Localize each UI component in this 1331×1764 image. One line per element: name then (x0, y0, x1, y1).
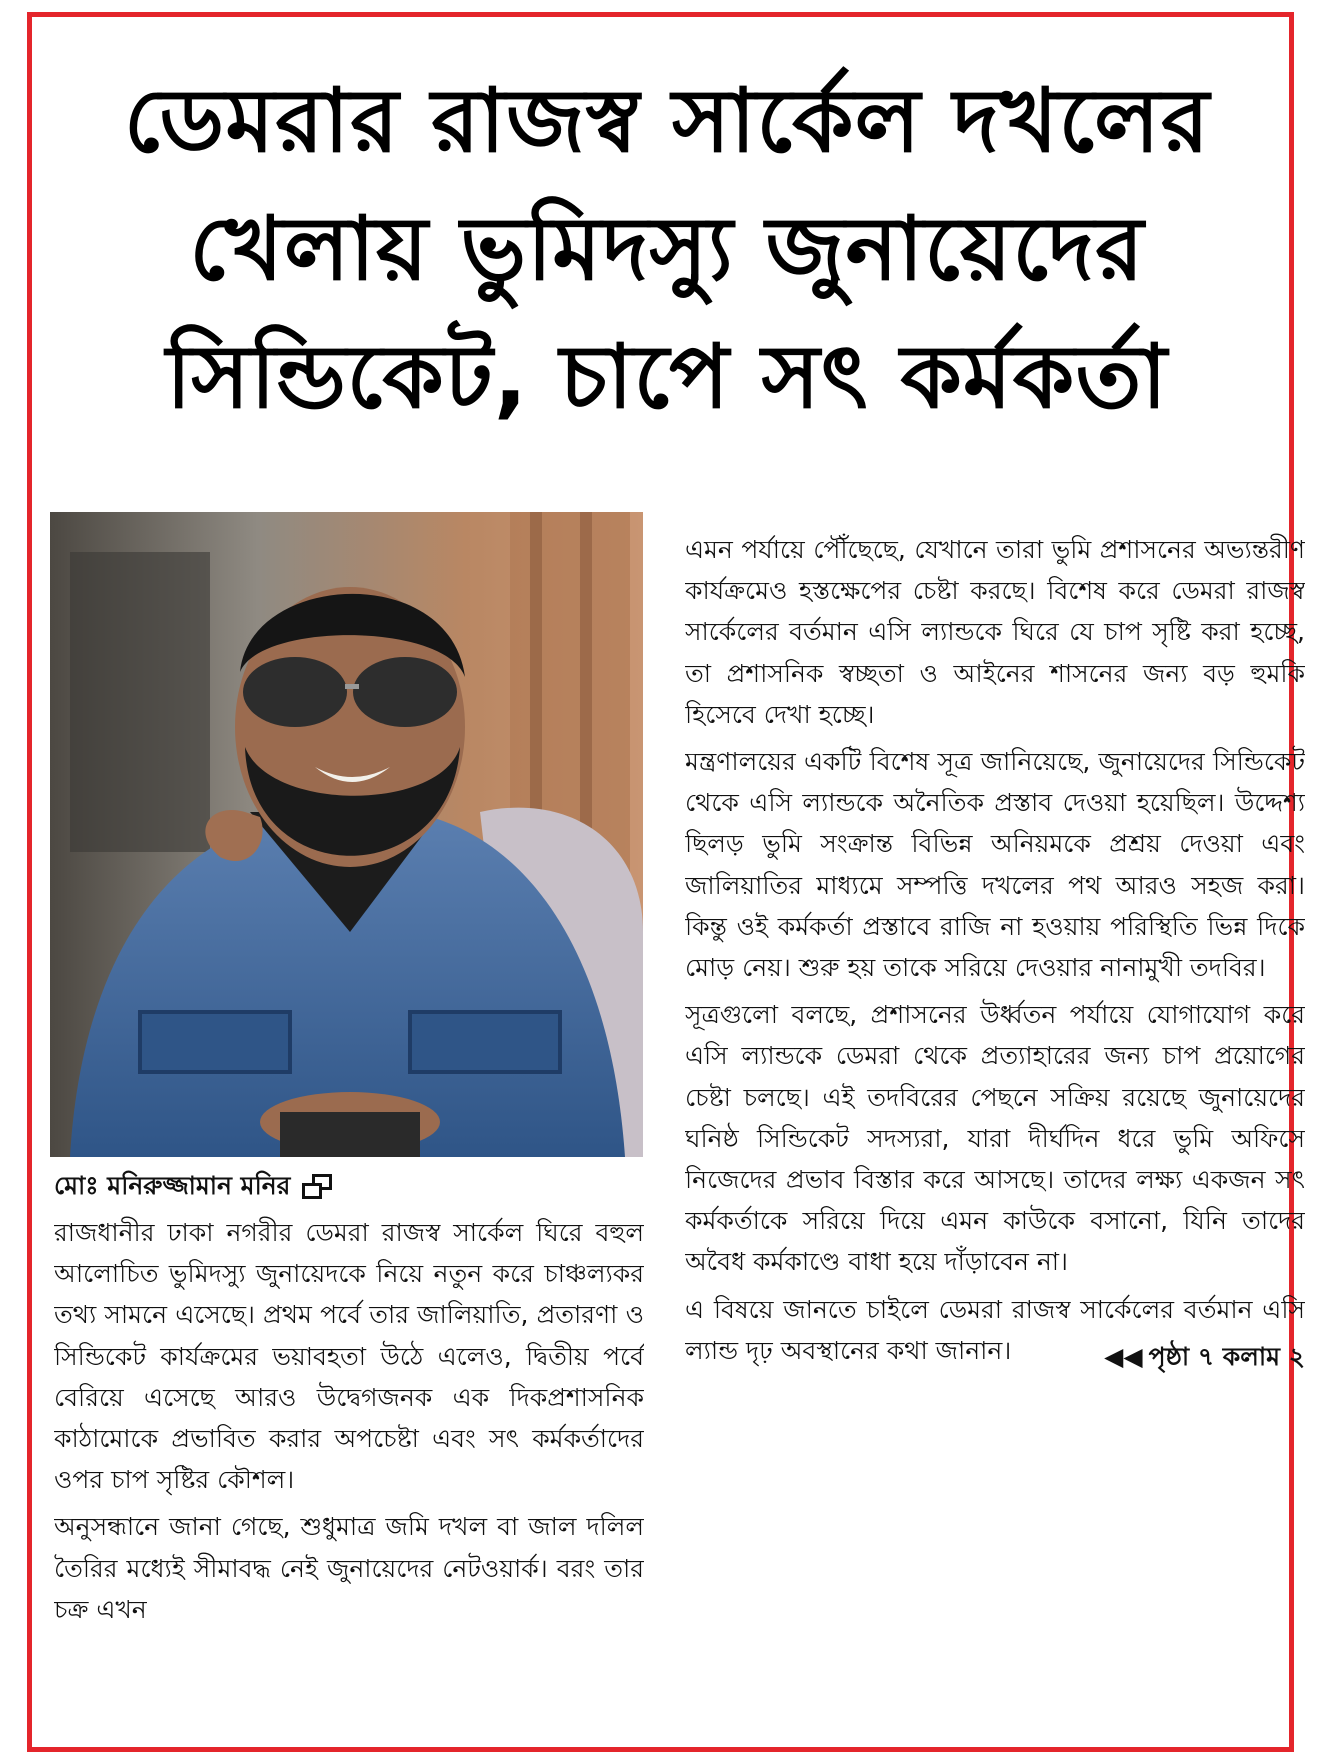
left-column (54, 1212, 644, 1732)
continuation-label: পৃষ্ঠা ৭ কলাম ২ (1148, 1342, 1305, 1372)
headline-line-3: সিন্ডিকেট, চাপে সৎ কর্মকর্তা (166, 325, 1168, 428)
paragraph: মন্ত্রণালয়ের একটি বিশেষ সূত্র জানিয়েছে, জুনায়েদের সিন্ডিকেট থেকে এসি ল্যান্ডকে অনৈতিক প্রস্তাব দেওয়া হয়েছিল। উদ্দেশ্য ছিলড় ভুমি সংক্রান্ত বিভিন্ন অনিয়মকে প্রশ্রয় দেওয়া এবং জালিয়াতির মাধ্যমে সম্পত্তি দখলের পথ আরও সহজ করা। কিন্তু ওই কর্মকর্তা প্রস্তাবে রাজি না হওয়ায় পরিস্থিতি ভিন্ন দিকে মোড় নেয়। শুরু হয় তাকে সরিয়ে দেওয়ার নানামুখী তদবির। (685, 747, 1305, 983)
paragraph: এমন পর্যায়ে পৌঁছেছে, যেখানে তারা ভুমি প্রশাসনের অভ্যন্তরীণ কার্যক্রমেও হস্তক্ষেপের চেষ্টা করছে। বিশেষ করে ডেমরা রাজস্ব সার্কেলের বর্তমান এসি ল্যান্ডকে ঘিরে যে চাপ সৃষ্টি করা হচ্ছে, তা প্রশাসনিক স্বচ্ছতা ও আইনের শাসনের জন্য বড় হুমকি হিসেবে দেখা হচ্ছে। (685, 535, 1305, 729)
paragraph: সূত্রগুলো বলছে, প্রশাসনের উর্ধ্বতন পর্যায়ে যোগাযোগ করে এসি ল্যান্ডকে ডেমরা থেকে প্রত্যাহারের জন্য চাপ প্রয়োগের চেষ্টা চলছে। এই তদবিরের পেছনে সক্রিয় রয়েছে জুনায়েদের ঘনিষ্ঠ সিন্ডিকেট সদস্যরা, যারা দীর্ঘদিন ধরে ভুমি অফিসে নিজেদের প্রভাব বিস্তার করে আসছে। তাদের লক্ষ্য একজন সৎ কর্মকর্তাকে সরিয়ে দিয়ে এমন কাউকে বসানো, যিনি তাদের অবৈধ কর্মকাণ্ডে বাধা হয়ে দাঁড়াবেন না। (685, 1000, 1305, 1277)
portrait-illustration (50, 512, 643, 1157)
right-column (685, 529, 1305, 1739)
headline (72, 57, 1262, 441)
external-link-icon[interactable] (302, 1174, 332, 1200)
headline-line-1: ডেমরার রাজস্ব সার্কেল দখলের (123, 69, 1211, 172)
article-frame (27, 12, 1305, 1752)
paragraph: অনুসন্ধানে জানা গেছে, শুধুমাত্র জমি দখল বা জাল দলিল তৈরির মধ্যেই সীমাবদ্ধ নেই জুনায়েদের নেটওয়ার্ক। বরং তার চক্র এখন (54, 1512, 644, 1624)
portrait-photo (50, 512, 643, 1157)
author-name: মোঃ মনিরুজ্জামান মনির (54, 1170, 291, 1200)
paragraph: এ বিষয়ে জানতে চাইলে ডেমরা রাজস্ব সার্কেলের বর্তমান এসি ল্যান্ড দৃঢ় অবস্থানের কথা জানান। (685, 1294, 1305, 1365)
headline-line-2: খেলায় ভুমিদস্যু জুনায়েদের (189, 197, 1145, 300)
paragraph: রাজধানীর ঢাকা নগরীর ডেমরা রাজস্ব সার্কেল ঘিরে বহুল আলোচিত ভুমিদস্যু জুনায়েদকে নিয়ে নতুন করে চাঞ্চল্যকর তথ্য সামনে এসেছে। প্রথম পর্বে তার জালিয়াতি, প্রতারণা ও সিন্ডিকেট কার্যক্রমের ভয়াবহতা উঠে এলেও, দ্বিতীয় পর্বে বেরিয়ে এসেছে আরও উদ্বেগজনক এক দিকপ্রশাসনিক কাঠামোকে প্রভাবিত করার অপচেষ্টা এবং সৎ কর্মকর্তাদের ওপর চাপ সৃষ্টির কৌশল। (54, 1218, 644, 1495)
double-left-arrow-icon: ◀◀ (1104, 1342, 1143, 1372)
byline (54, 1167, 644, 1207)
